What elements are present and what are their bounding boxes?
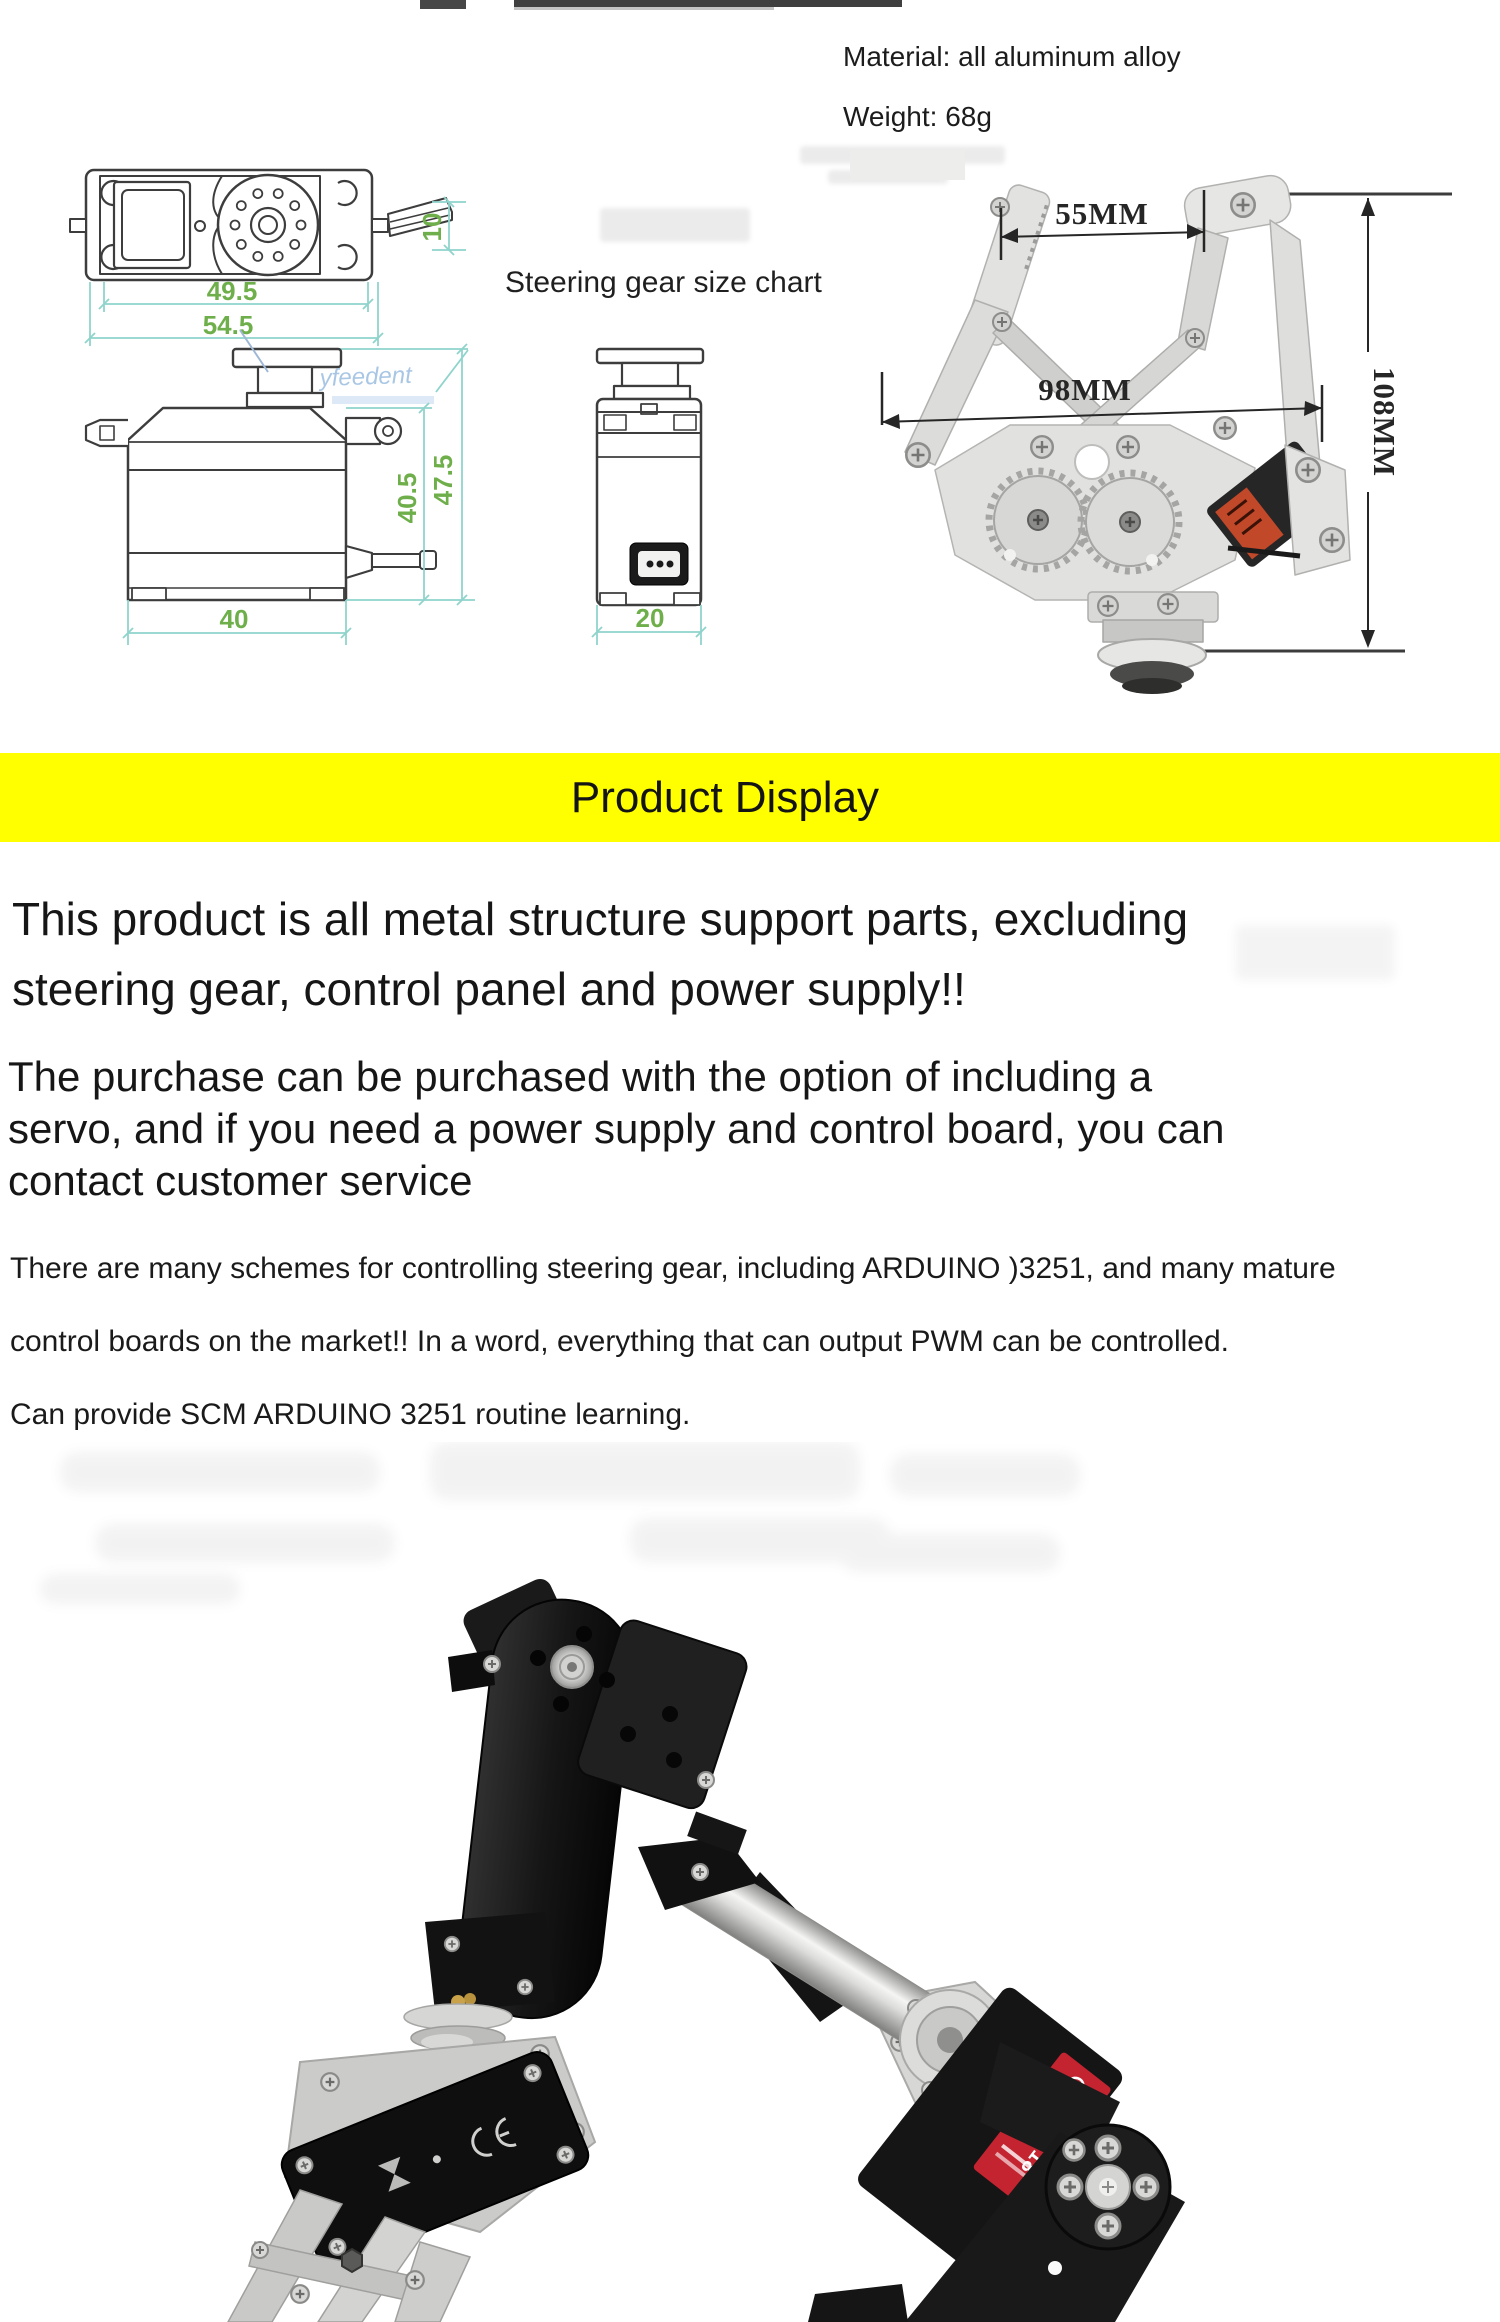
dim-40: 40 xyxy=(219,604,249,634)
size-chart-caption: Steering gear size chart xyxy=(505,266,822,299)
description-line: contact customer service xyxy=(8,1157,473,1204)
watermark-strip xyxy=(332,396,434,404)
dim-47-5: 47.5 xyxy=(428,454,458,506)
cropped-image-artifact xyxy=(420,0,466,9)
watermark-smudges xyxy=(40,1442,1080,1604)
hex-nut xyxy=(342,2249,362,2272)
dim-40-5: 40.5 xyxy=(392,472,422,524)
dim-49-5: 49.5 xyxy=(206,276,258,306)
watermark-smudge xyxy=(1235,925,1395,980)
gripper-photo xyxy=(905,173,1350,694)
gold-pin xyxy=(464,1993,476,2005)
spec-material: Material: all aluminum alloy xyxy=(843,41,1181,72)
description-paragraph-1 xyxy=(12,884,1188,1024)
cropped-image-artifact xyxy=(514,7,774,10)
description-line: servo, and if you need a power supply and control board, you can xyxy=(8,1105,1225,1152)
dim-98mm: 98MM xyxy=(1038,372,1132,407)
dim-108mm: 108MM xyxy=(1367,366,1402,478)
servo-side-view xyxy=(86,330,436,600)
section-banner xyxy=(0,753,1500,842)
gripper-assembly xyxy=(228,2034,595,2322)
dim-55mm: 55MM xyxy=(1055,196,1149,231)
servo-top-view xyxy=(70,170,452,280)
watermark-text: yfeedent xyxy=(319,361,413,392)
watermark-smudge xyxy=(850,150,965,180)
description-line: This product is all metal structure support parts, excluding xyxy=(12,893,1189,945)
upper-arm-link xyxy=(425,1575,750,2026)
description-paragraph-2 xyxy=(8,1051,1224,1207)
gripper-dimension-diagram xyxy=(840,140,1460,720)
description-line: There are many schemes for controlling steering gear, including ARDUINO )3251, and many mature xyxy=(10,1252,1336,1285)
dim-horn: 10 xyxy=(417,212,447,242)
cropped-image-artifact xyxy=(514,0,902,7)
forearm-servo-assembly xyxy=(808,1984,1185,2322)
description-line: control boards on the market!! In a word, everything that can output PWM can be controlled. xyxy=(10,1325,1229,1358)
dim-54-5: 54.5 xyxy=(202,310,254,340)
front-view-dimensions xyxy=(592,603,706,645)
servo-front-view xyxy=(597,349,703,605)
banner-title: Product Display xyxy=(570,773,880,822)
size-chart-drawing xyxy=(30,140,720,680)
spec-weight: Weight: 68g xyxy=(843,101,992,132)
description-paragraph-3 xyxy=(10,1232,1336,1451)
robot-arm-photo xyxy=(0,1442,1500,2322)
description-line: The purchase can be purchased with the option of including a xyxy=(8,1053,1153,1100)
description-line: steering gear, control panel and power supply!! xyxy=(12,963,966,1015)
dim-20: 20 xyxy=(635,603,665,633)
description-line: Can provide SCM ARDUINO 3251 routine learning. xyxy=(10,1398,691,1431)
